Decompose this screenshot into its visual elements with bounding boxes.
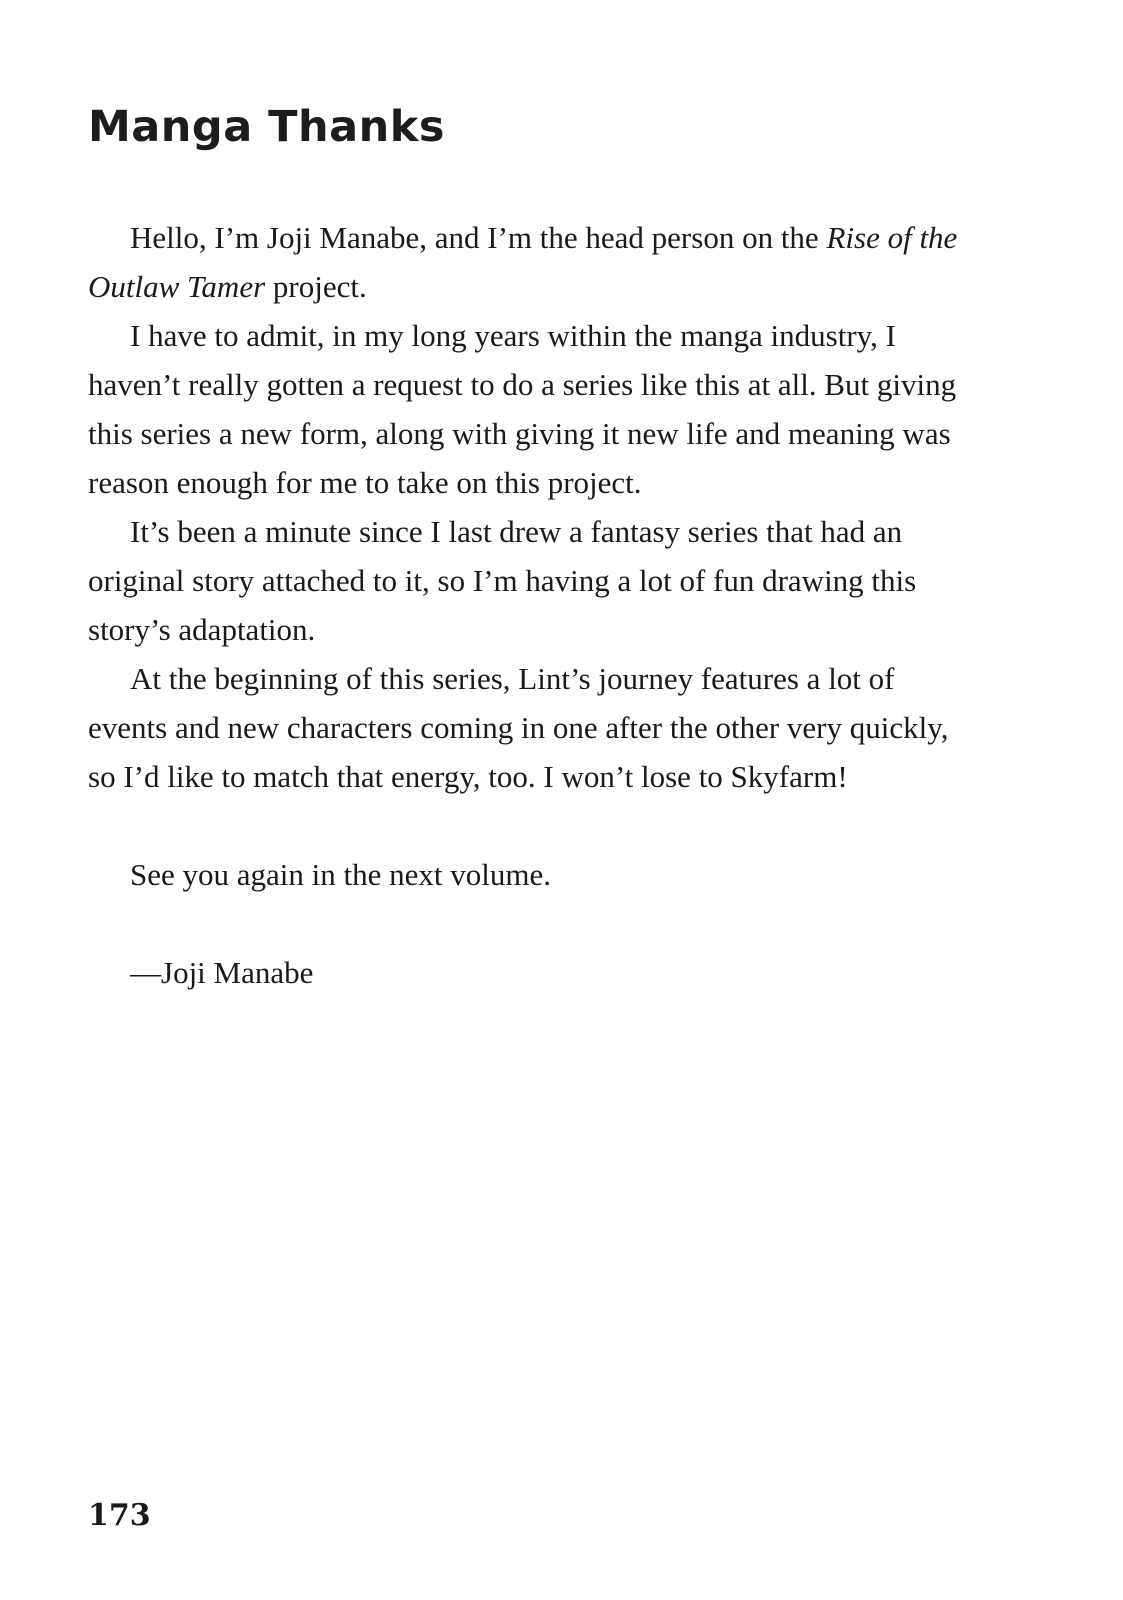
paragraph: At the beginning of this series, Lint’s journey features a lot of events and new characters coming in one after the other very quickly, so I’d like to match that energy, too. I won’t lose to Skyfarm! [88, 661, 949, 795]
closing-line: See you again in the next volume. [130, 857, 551, 893]
paragraph: It’s been a minute since I last drew a fantasy series that had an original story attached to it, so I’m having a lot of fun drawing this story’s adaptation. [88, 514, 917, 648]
page-title: Manga Thanks [88, 102, 445, 152]
body-paragraphs [88, 213, 962, 801]
paragraph: I have to admit, in my long years within the manga industry, I haven’t really gotten a request to do a series like this at all. But giving this series a new form, along with giving it new life and meaning was reason enough for me to take on this project. [88, 318, 957, 501]
paragraph: Hello, I’m Joji Manabe, and I’m the head person on the Rise of the Outlaw Tamer project. [88, 220, 958, 305]
page-number: 173 [88, 1498, 151, 1533]
author-signature: —Joji Manabe [130, 955, 314, 991]
page-content [88, 104, 962, 997]
